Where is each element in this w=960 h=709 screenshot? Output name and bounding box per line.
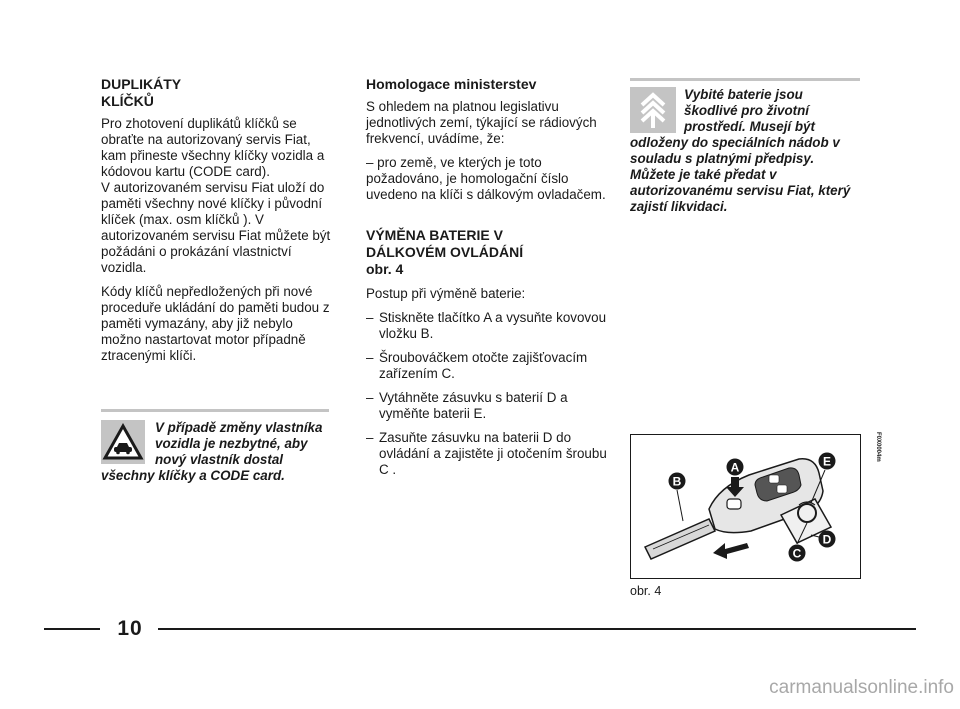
paragraph: Postup při výměně baterie:: [366, 286, 526, 301]
step-text: Zasuňte zásuvku na baterii D do ovládání a zajistěte ji otočením šroubu C .: [379, 430, 607, 477]
svg-text:E: E: [822, 454, 832, 469]
dash-bullet: –: [366, 350, 374, 365]
key-illustration: [631, 435, 860, 578]
callout-b: [669, 473, 686, 522]
svg-text:F0X0004m: F0X0004m: [875, 432, 881, 462]
dash-bullet: –: [366, 430, 374, 445]
arrow-left-icon: [713, 543, 749, 559]
heading-line: obr. 4: [366, 261, 404, 277]
svg-text:C: C: [792, 546, 802, 561]
callout-a: [727, 459, 744, 476]
dash-bullet: –: [366, 310, 374, 325]
environment-note: [630, 78, 860, 215]
svg-text:D: D: [822, 532, 832, 547]
paragraph: [101, 116, 333, 180]
svg-text:A: A: [730, 460, 740, 475]
paragraph: [101, 180, 333, 276]
paragraph-text: Pro zhotovení duplikátů klíčků se obraťte na autorizovaný servis Fiat, kam přineste všechny klíčky vozidla a kódovou kartu (CODE card).: [101, 116, 325, 179]
footer-rule-left: [44, 628, 100, 630]
watermark: carmanualsonline.info: [769, 677, 954, 698]
column-left: [101, 76, 333, 372]
paragraph: [101, 284, 333, 364]
key-blade: [645, 519, 715, 559]
paragraph: S ohledem na platnou legislativu jednotlivých zemí, týkající se rádiových frekvencí, uvádíme, že:: [366, 99, 597, 146]
paragraph-text: V autorizovaném servisu Fiat uloží do paměti všechny nové klíčky i původní klíček (max. osm klíčků ). V autorizovaném servisu Fiat můžete být požádáni o prokázání vlastnictví vozidla.: [101, 180, 331, 275]
section-heading-homologation: Homologace ministerstev: [366, 76, 537, 92]
column-middle: [366, 76, 608, 486]
paragraph-text: Kódy klíčů nepředložených při nové proceduře ukládání do paměti budou z paměti vymazány, aby již nebylo možno nastartovat motor případně ztracenými klíči.: [101, 284, 330, 363]
figure-caption: obr. 4: [630, 584, 662, 598]
step-text: Šroubováčkem otočte zajišťovacím zařízením C.: [379, 350, 588, 381]
note-divider: [630, 78, 860, 81]
warning-note: [101, 409, 329, 484]
list-item: [366, 310, 608, 342]
environment-note-text: Vybité baterie jsou škodlivé pro životní prostředí. Musejí být odloženy do speciálních nádob v souladu s platnými předpisy. Můžete je také předat v autorizovanému servisu Fiat, který zajistí likvidaci.: [630, 87, 851, 214]
section-heading-duplicates: [101, 76, 333, 110]
heading-line: DUPLIKÁTY: [101, 76, 182, 92]
footer-rule-right: [158, 628, 916, 630]
recycling-tree-icon: [630, 87, 676, 133]
step-text: Vytáhněte zásuvku s baterií D a vyměňte baterii E.: [379, 390, 568, 421]
figure-code: [871, 432, 879, 472]
step-text: Stiskněte tlačítko A a vysuňte kovovou vložku B.: [379, 310, 607, 341]
svg-text:B: B: [672, 474, 682, 489]
heading-line: VÝMĚNA BATERIE V: [366, 227, 503, 243]
page-number: 10: [117, 617, 143, 640]
paragraph: – pro země, ve kterých je toto požadováno, je homologační číslo uvedeno na klíči s dálkovým ovladačem.: [366, 155, 606, 202]
note-divider: [101, 409, 329, 412]
steps-list: [366, 310, 608, 478]
heading-line: KLÍČKŮ: [101, 93, 154, 109]
list-item: [366, 430, 608, 478]
heading-line: DÁLKOVÉM OVLÁDÁNÍ: [366, 244, 524, 260]
warning-note-text: V případě změny vlastníka vozidla je nezbytné, aby nový vlastník dostal všechny klíčky a CODE card.: [101, 420, 323, 483]
figure-key-battery: [630, 434, 861, 579]
list-item: [366, 350, 608, 382]
section-heading-battery: [366, 227, 608, 278]
warning-triangle-icon: [101, 420, 145, 464]
dash-bullet: –: [366, 390, 374, 405]
list-item: [366, 390, 608, 422]
